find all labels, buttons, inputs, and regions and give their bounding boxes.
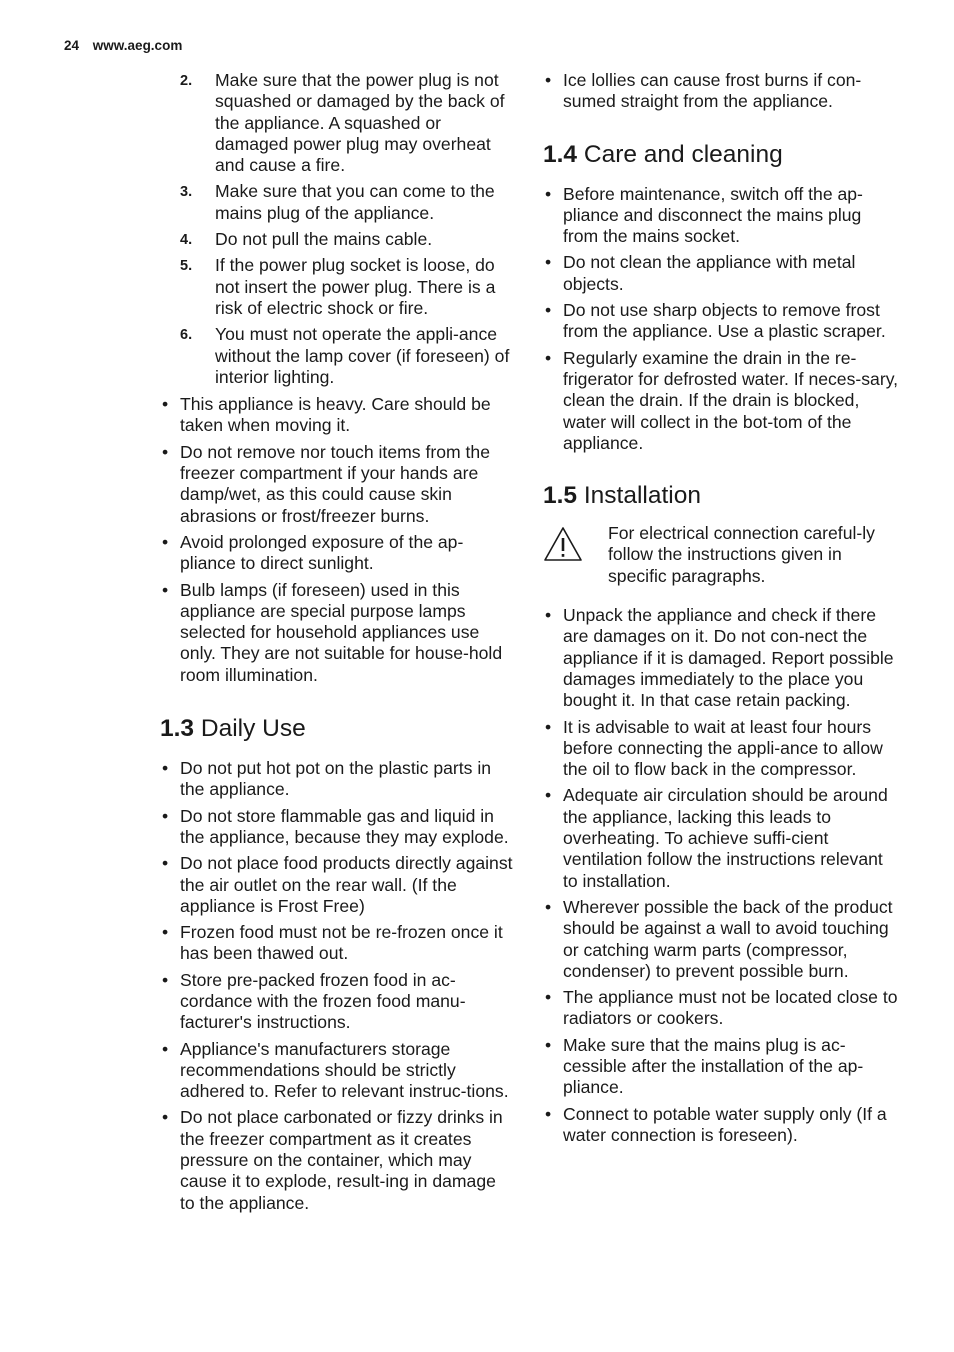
daily-use-list: [160, 758, 514, 1214]
item-number: 6.: [180, 327, 193, 344]
bullet-item: [160, 442, 514, 527]
bullet-item: [543, 785, 899, 891]
bullet-item: [160, 970, 514, 1034]
right-column: [543, 70, 899, 1151]
bullet-item: [160, 580, 514, 686]
bullet-item: [543, 300, 899, 343]
bullet-dot: •: [162, 922, 169, 943]
bullet-text: Frozen food must not be re-frozen once it has been thawed out.: [180, 922, 503, 964]
section-heading-installation: [543, 481, 899, 511]
bullet-item: [160, 806, 514, 849]
bullet-text: Avoid prolonged exposure of the ap-pliance to direct sunlight.: [180, 531, 464, 574]
bullet-text: Connect to potable water supply only (If a water connection is foreseen).: [563, 1103, 887, 1145]
item-number: 2.: [180, 73, 193, 89]
numbered-item: [160, 181, 514, 224]
care-cleaning-list: [543, 184, 899, 455]
bullet-dot: •: [162, 441, 169, 462]
bullet-dot: •: [162, 969, 169, 990]
section-title: Care and cleaning: [583, 140, 783, 168]
bullet-item: [160, 1039, 514, 1103]
bullet-item: [160, 853, 514, 917]
bullet-item: [543, 717, 899, 781]
bullet-list: [543, 70, 899, 113]
warning-note: [543, 523, 899, 587]
bullet-item: [543, 252, 899, 295]
bullet-dot: •: [545, 70, 552, 90]
bullet-text: Do not store flammable gas and liquid in the appliance, because they may explode.: [180, 805, 509, 847]
page-header: [64, 38, 182, 53]
bullet-item: [543, 1104, 899, 1147]
item-text: Do not pull the mains cable.: [215, 229, 433, 250]
bullet-text: Do not use sharp objects to remove frost from the appliance. Use a plastic scraper.: [563, 300, 886, 342]
bullet-text: Do not clean the appliance with metal objects.: [563, 252, 856, 294]
bullet-text: Do not remove nor touch items from the freezer compartment if your hands are damp/wet, as this could cause skin abrasions or frost/freezer burns.: [180, 441, 490, 526]
bullet-text: Store pre-packed frozen food in ac-cordance with the frozen food manu-facturer's instructions.: [180, 969, 466, 1033]
numbered-item: [160, 324, 514, 388]
bullet-dot: •: [162, 853, 169, 874]
numbered-item: [160, 70, 514, 176]
bullet-item: [160, 394, 514, 437]
bullet-item: [543, 70, 899, 113]
bullet-dot: •: [162, 579, 169, 600]
bullet-text: Wherever possible the back of the product should be against a wall to avoid touching or catching warm parts (compressor, condenser) to prevent possible burn.: [563, 896, 893, 981]
bullet-text: Bulb lamps (if foreseen) used in this appliance are special purpose lamps selected for household appliances use only. They are not suitable for house-hold room illumination.: [180, 579, 503, 685]
section-number: 1.5: [543, 482, 578, 510]
bullet-dot: •: [545, 1034, 552, 1055]
bullet-item: [543, 897, 899, 982]
numbered-list: [160, 70, 514, 388]
bullet-item: [160, 922, 514, 965]
bullet-dot: •: [162, 758, 169, 779]
bullet-dot: •: [162, 1107, 169, 1128]
bullet-dot: •: [162, 394, 169, 415]
bullet-dot: •: [545, 987, 552, 1008]
bullet-dot: •: [545, 300, 552, 321]
item-text: You must not operate the appli-ance without the lamp cover (if foreseen) of interior lighting.: [215, 324, 510, 387]
bullet-text: Make sure that the mains plug is ac-cessible after the installation of the ap-pliance.: [563, 1034, 864, 1098]
bullet-dot: •: [162, 805, 169, 826]
section-heading-daily-use: [160, 714, 514, 744]
page-number: 24: [64, 38, 80, 53]
item-text: Make sure that you can come to the mains plug of the appliance.: [215, 181, 495, 223]
bullet-item: [160, 532, 514, 575]
numbered-item: [160, 229, 514, 250]
section-title: Installation: [583, 482, 702, 510]
bullet-item: [543, 605, 899, 711]
bullet-text: Ice lollies can cause frost burns if con-sumed straight from the appliance.: [563, 70, 862, 112]
bullet-dot: •: [545, 183, 552, 204]
bullet-dot: •: [545, 785, 552, 806]
site-url[interactable]: www.aeg.com: [92, 38, 183, 53]
numbered-item: [160, 255, 514, 319]
item-number: 3.: [180, 184, 193, 201]
bullet-text: Before maintenance, switch off the ap-pliance and disconnect the mains plug from the mains socket.: [563, 183, 863, 247]
section-heading-care-cleaning: [543, 140, 899, 170]
section-number: 1.4: [543, 140, 578, 168]
bullet-text: Adequate air circulation should be around the appliance, lacking this leads to overheating. To achieve suffi-cient ventilation follow the instructions relevant to installation.: [563, 785, 888, 891]
warning-text: For electrical connection careful-ly follow the instructions given in specific paragraphs.: [608, 523, 875, 586]
section-number: 1.3: [160, 715, 195, 743]
section-title: Daily Use: [200, 715, 306, 743]
installation-list: [543, 605, 899, 1146]
bullet-item: [160, 1107, 514, 1213]
left-column: [160, 70, 514, 1219]
bullet-list: [160, 394, 514, 686]
bullet-item: [543, 1035, 899, 1099]
item-number: 4.: [180, 232, 193, 249]
bullet-item: [543, 987, 899, 1030]
bullet-item: [543, 348, 899, 454]
item-text: Make sure that the power plug is not squashed or damaged by the back of the appliance. A squashed or damaged power plug may overheat and cause a fire.: [215, 70, 505, 176]
bullet-text: Appliance's manufacturers storage recommendations should be strictly adhered to. Refer to relevant instruc-tions.: [180, 1038, 509, 1102]
bullet-item: [160, 758, 514, 801]
bullet-dot: •: [545, 347, 552, 368]
item-number: 5.: [180, 258, 193, 275]
bullet-text: Do not place food products directly against the air outlet on the rear wall. (If the appliance is Frost Free): [180, 853, 513, 916]
bullet-dot: •: [545, 252, 552, 273]
bullet-text: Do not put hot pot on the plastic parts in the appliance.: [180, 758, 492, 800]
bullet-dot: •: [545, 716, 552, 737]
bullet-dot: •: [545, 605, 552, 626]
bullet-dot: •: [162, 1038, 169, 1059]
bullet-text: The appliance must not be located close to radiators or cookers.: [563, 987, 898, 1029]
bullet-text: This appliance is heavy. Care should be taken when moving it.: [180, 394, 491, 436]
bullet-text: Do not place carbonated or fizzy drinks in the freezer compartment as it creates pressure on the container, which may cause it to explode, result-ing in damage to the appliance.: [180, 1107, 503, 1213]
bullet-dot: •: [545, 1103, 552, 1124]
warning-triangle-icon: [543, 526, 583, 562]
bullet-text: Unpack the appliance and check if there are damages on it. Do not con-nect the appliance if it is damaged. Report possible damages immediately to the place you bought it. In that case retain packing.: [563, 605, 894, 711]
bullet-text: Regularly examine the drain in the re-frigerator for defrosted water. If neces-sary, clean the drain. If the drain is blocked, water will collect in the bot-tom of the appliance.: [563, 347, 899, 453]
bullet-item: [543, 184, 899, 248]
item-text: If the power plug socket is loose, do not insert the power plug. There is a risk of electric shock or fire.: [215, 255, 496, 318]
bullet-dot: •: [162, 531, 169, 552]
bullet-dot: •: [545, 896, 552, 917]
bullet-text: It is advisable to wait at least four hours before connecting the appli-ance to allow the oil to flow back in the compressor.: [563, 716, 883, 780]
